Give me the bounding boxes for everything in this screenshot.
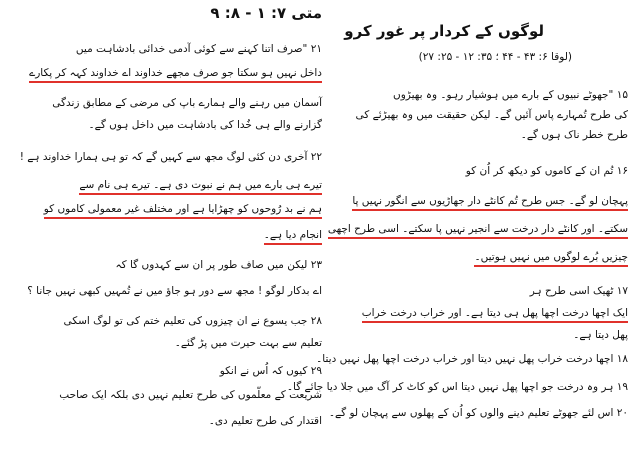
verse-22-line-4: انجام دیا ہے۔ bbox=[264, 228, 322, 245]
scripture-reference: (لوقا ۶: ۴۳ - ۴۴ ؛ ۳۵: ۱۲ - ۲۵: ۲۷) bbox=[418, 51, 572, 63]
verse-16-line-3: سکتے۔ اور کانٹے دار درخت سے انجیر نہیں پا سکتے۔ اسی طرح اچھی bbox=[328, 222, 628, 239]
verse-17-line-1: ۱۷ ٹھیک اسی طرح ہر bbox=[529, 285, 628, 297]
verse-17-line-2: ایک اچھا درخت اچھا پھل ہی دیتا ہے۔ اور خراب درخت خراب bbox=[362, 306, 628, 323]
verse-21-line-4: گزارنے والے ہی خُدا کی بادشاہت میں داخل ہوں گے۔ bbox=[88, 119, 322, 131]
verse-29-line-3: اقتدار کی طرح تعلیم دی۔ bbox=[208, 415, 322, 427]
verse-28-line-1: ۲۸ جب یسوع نے ان چیزوں کی تعلیم ختم کی تو لوگ اسکی bbox=[63, 315, 322, 327]
left-column bbox=[8, 0, 326, 452]
verse-21-line-3: آسمان میں رہنے والے ہمارے باپ کی مرضی کے مطابق زندگی bbox=[52, 97, 322, 109]
verse-16-line-4: چیزیں بُرے لوگوں میں نہیں ہوتیں۔ bbox=[474, 250, 628, 267]
verse-29-line-2: شریعت کے معلّموں کی طرح تعلیم نہیں دی بلکہ ایک صاحب bbox=[59, 389, 322, 401]
verse-16-line-1: ۱۶ تُم ان کے کاموں کو دیکھ کر اُن کو bbox=[465, 165, 628, 177]
verse-22-line-2: تیرے ہی بارے میں ہم نے نبوت دی ہے۔ تیرے ہی نام سے bbox=[79, 178, 322, 195]
section-title: لوگوں کے کردار پر غور کرو bbox=[344, 22, 544, 40]
verse-23-line-2: اے بدکار لوگو ! مجھ سے دور ہو جاؤ میں نے تُمہیں کبھی نہیں جانا ؟ bbox=[27, 285, 322, 297]
verse-22-line-1: ۲۲ آخری دن کئی لوگ مجھ سے کہیں گے کہ تو ہی ہمارا خداوند ہے ! bbox=[19, 151, 322, 163]
verse-21-line-1: ۲۱ "صرف اتنا کہنے سے کوئی آدمی خدائی بادشاہت میں bbox=[75, 43, 322, 55]
verse-28-line-2: تعلیم سے بہت حیرت میں پڑ گئے۔ bbox=[174, 337, 322, 349]
verse-23-line-1: ۲۳ لیکن میں صاف طور پر ان سے کہدوں گا کہ bbox=[115, 259, 322, 271]
verse-15-line-2: کی طرح تُمہارے پاس آئیں گے۔ لیکن حقیقت میں وہ بھیڑئے کی bbox=[355, 109, 628, 121]
verse-15-line-3: طرح خطر ناک ہوں گے۔ bbox=[520, 129, 628, 141]
verse-15-line-1: ۱۵ "جھوٹے نبیوں کے بارے میں ہوشیار رہو۔ وہ بھیڑوں bbox=[393, 89, 628, 101]
verse-16-line-2: پہچان لو گے۔ جس طرح تُم کانٹے دار جھاڑیوں سے انگور نہیں پا bbox=[352, 194, 628, 211]
verse-17-line-3: پھل دیتا ہے۔ bbox=[573, 329, 628, 341]
verse-21-line-2: داخل نہیں ہو سکتا جو صرف مجھے خداوند اے خداوند کہہ کر پکارے bbox=[29, 66, 322, 83]
verse-29-line-1: ۲۹ کیوں کہ اُس نے انکو bbox=[219, 365, 322, 377]
verse-22-line-3: ہم نے بد رُوحوں کو چھڑایا ہے اور مختلف غیر معمولی کاموں کو bbox=[44, 202, 322, 219]
verse-20: ۲۰ اس لئے جھوٹے تعلیم دینے والوں کو اُن کے پھلوں سے پہچان لو گے۔ bbox=[328, 407, 628, 419]
verse-19: ۱۹ ہر وہ درخت جو اچھا پھل نہیں دیتا اس کو کاٹ کر آگ میں جلا دیا جائے گا۔ bbox=[286, 381, 628, 393]
page-title: متی ۷: ۱ - ۸: ۹ bbox=[210, 4, 322, 22]
verse-18: ۱۸ اچھا درخت خراب پھل نہیں دیتا اور خراب درخت اچھا پھل نہیں دیتا۔ bbox=[316, 353, 628, 365]
